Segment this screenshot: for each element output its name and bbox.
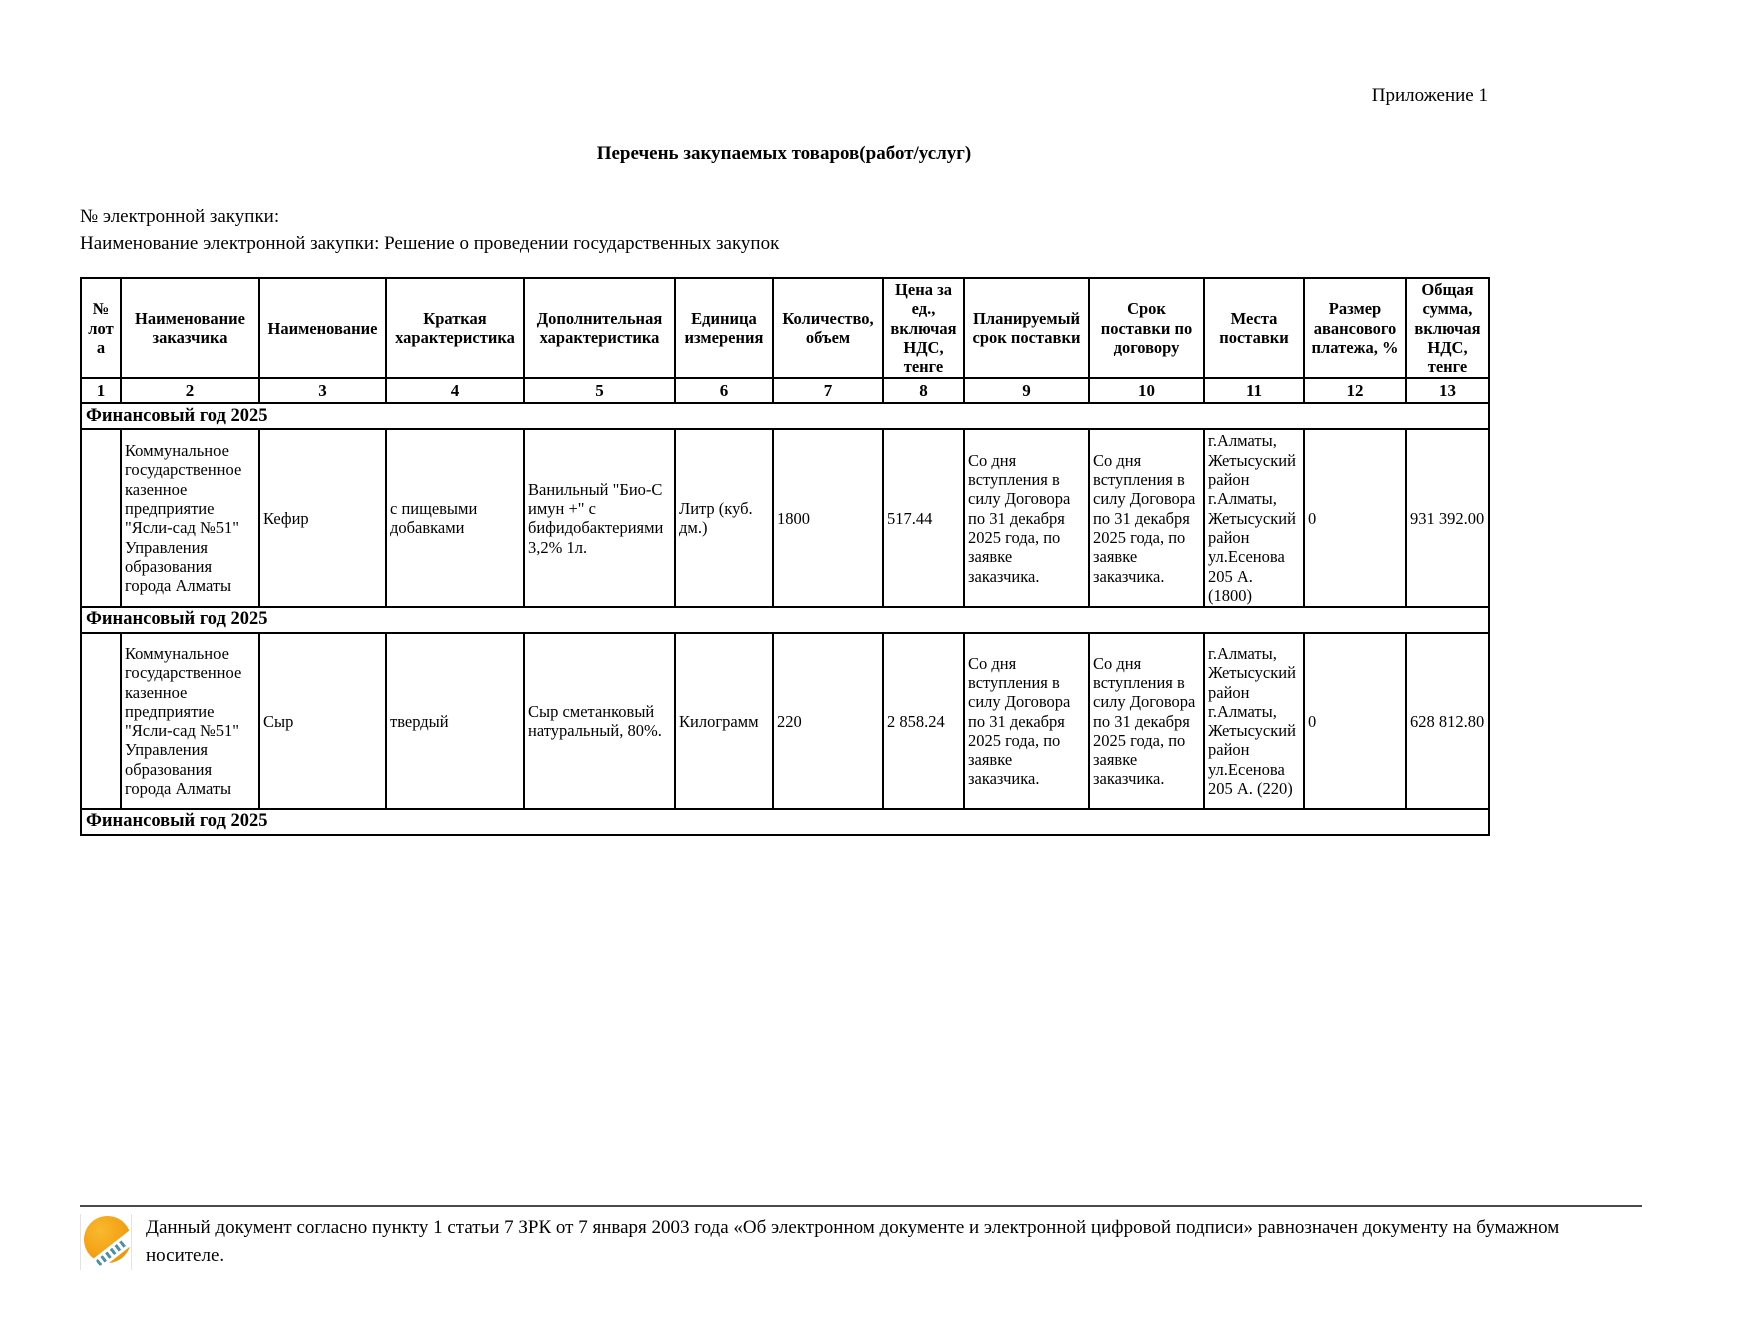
financial-year-band xyxy=(81,607,1489,633)
table-row xyxy=(81,633,1489,809)
cell-customer: Коммунальное государственное казенное предприятие "Ясли-сад №51" Управления образования города Алматы xyxy=(121,633,259,809)
cell-advance: 0 xyxy=(1304,429,1406,607)
cell-lot xyxy=(81,633,121,809)
column-numbers-row xyxy=(81,378,1489,403)
header-contract-term: Срок поставки по договору xyxy=(1089,278,1204,378)
financial-year-band xyxy=(81,809,1489,835)
cell-quantity: 220 xyxy=(773,633,883,809)
cell-planned-term: Со дня вступления в силу Договора по 31 декабря 2025 года, по заявке заказчика. xyxy=(964,429,1089,607)
col-number: 13 xyxy=(1406,378,1489,403)
cell-unit-price: 517.44 xyxy=(883,429,964,607)
cell-advance: 0 xyxy=(1304,633,1406,809)
financial-year-label: Финансовый год 2025 xyxy=(81,403,1489,429)
header-short-desc: Краткая характеристика xyxy=(386,278,524,378)
document-content xyxy=(80,85,1488,836)
header-quantity: Количество, объем xyxy=(773,278,883,378)
col-number: 5 xyxy=(524,378,675,403)
header-planned-term: Планируемый срок поставки xyxy=(964,278,1089,378)
col-number: 3 xyxy=(259,378,386,403)
legal-note: Данный документ согласно пункту 1 статьи 7 ЗРК от 7 января 2003 года «Об электронном документе и электронной цифровой подписи» равнозначен документу на бумажном носителе. xyxy=(146,1217,1560,1266)
cell-lot xyxy=(81,429,121,607)
col-number: 10 xyxy=(1089,378,1204,403)
cell-name: Кефир xyxy=(259,429,386,607)
document-footer xyxy=(80,1205,1642,1270)
header-extra-desc: Дополнительная характеристика xyxy=(524,278,675,378)
cell-planned-term: Со дня вступления в силу Договора по 31 декабря 2025 года, по заявке заказчика. xyxy=(964,633,1089,809)
col-number: 7 xyxy=(773,378,883,403)
cell-quantity: 1800 xyxy=(773,429,883,607)
header-advance: Размер авансового платежа, % xyxy=(1304,278,1406,378)
page-title: Перечень закупаемых товаров(работ/услуг) xyxy=(596,143,972,164)
document-page xyxy=(0,85,1754,1326)
cell-unit-price: 2 858.24 xyxy=(883,633,964,809)
header-unit: Единица измерения xyxy=(675,278,773,378)
col-number: 8 xyxy=(883,378,964,403)
appendix-label: Приложение 1 xyxy=(1371,85,1488,106)
financial-year-label: Финансовый год 2025 xyxy=(81,607,1489,633)
cell-short-desc: с пищевыми добавками xyxy=(386,429,524,607)
header-customer: Наименование заказчика xyxy=(121,278,259,378)
header-name: Наименование xyxy=(259,278,386,378)
header-lot: № лота xyxy=(81,278,121,378)
table-header-row xyxy=(81,278,1489,378)
cell-extra-desc: Сыр сметанковый натуральный, 80%. xyxy=(524,633,675,809)
cell-customer: Коммунальное государственное казенное предприятие "Ясли-сад №51" Управления образования города Алматы xyxy=(121,429,259,607)
goods-table xyxy=(80,277,1490,836)
col-number: 9 xyxy=(964,378,1089,403)
purchase-name-line: Наименование электронной закупки: Решение о проведении государственных закупок xyxy=(80,233,780,254)
header-total: Общая сумма, включая НДС, тенге xyxy=(1406,278,1489,378)
col-number: 11 xyxy=(1204,378,1304,403)
cell-total: 628 812.80 xyxy=(1406,633,1489,809)
cell-name: Сыр xyxy=(259,633,386,809)
financial-year-band xyxy=(81,403,1489,429)
col-number: 6 xyxy=(675,378,773,403)
table-row xyxy=(81,429,1489,607)
cell-places: г.Алматы, Жетысуский район г.Алматы, Жетысуский район ул.Есенова 205 А. (220) xyxy=(1204,633,1304,809)
cell-places: г.Алматы, Жетысуский район г.Алматы, Жетысуский район ул.Есенова 205 А. (1800) xyxy=(1204,429,1304,607)
cell-contract-term: Со дня вступления в силу Договора по 31 декабря 2025 года, по заявке заказчика. xyxy=(1089,633,1204,809)
col-number: 4 xyxy=(386,378,524,403)
col-number: 2 xyxy=(121,378,259,403)
e-signature-portal-logo-icon xyxy=(80,1214,132,1270)
header-unit-price: Цена за ед., включая НДС, тенге xyxy=(883,278,964,378)
cell-total: 931 392.00 xyxy=(1406,429,1489,607)
cell-short-desc: твердый xyxy=(386,633,524,809)
purchase-meta xyxy=(80,203,1488,257)
col-number: 1 xyxy=(81,378,121,403)
cell-unit: Килограмм xyxy=(675,633,773,809)
cell-contract-term: Со дня вступления в силу Договора по 31 декабря 2025 года, по заявке заказчика. xyxy=(1089,429,1204,607)
purchase-number-line: № электронной закупки: xyxy=(80,206,280,227)
cell-unit: Литр (куб. дм.) xyxy=(675,429,773,607)
cell-extra-desc: Ванильный "Био-С имун +" с бифидобактериями 3,2% 1л. xyxy=(524,429,675,607)
header-places: Места поставки xyxy=(1204,278,1304,378)
col-number: 12 xyxy=(1304,378,1406,403)
financial-year-label: Финансовый год 2025 xyxy=(81,809,1489,835)
